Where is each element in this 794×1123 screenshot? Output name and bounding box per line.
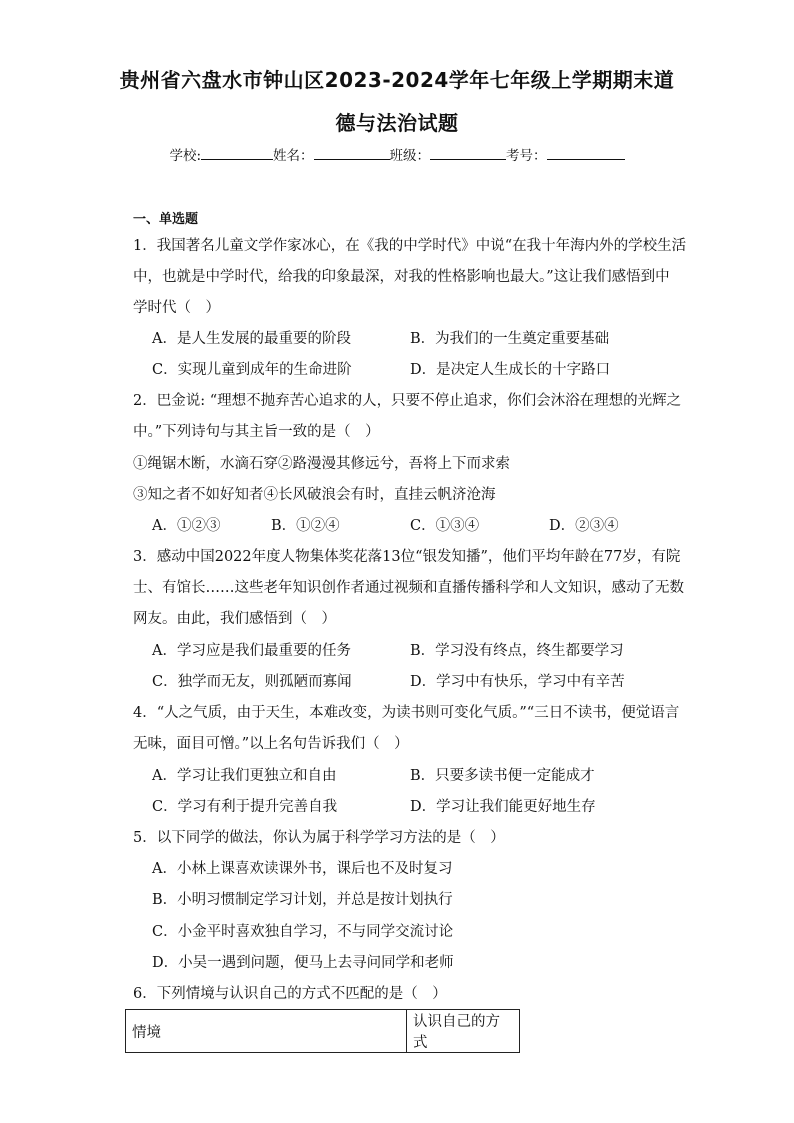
q1-option-d[interactable]: D．是决定人生成长的十字路口 [410, 362, 611, 378]
q3-option-b[interactable]: B．学习没有终点，终生都要学习 [410, 643, 624, 659]
q1-option-b[interactable]: B．为我们的一生奠定重要基础 [410, 331, 610, 347]
q1-option-a[interactable]: A．是人生发展的最重要的阶段 [152, 331, 351, 347]
q3-line-3: 网友。由此，我们感悟到（ ） [133, 611, 336, 627]
class-blank[interactable] [430, 145, 506, 160]
page-title-line1: 贵州省六盘水市钟山区2023-2024学年七年级上学期期末道 [119, 68, 675, 92]
q4-option-d[interactable]: D．学习让我们能更好地生存 [410, 799, 596, 815]
q4-option-c[interactable]: C．学习有利于提升完善自我 [152, 799, 338, 815]
q3-option-a[interactable]: A．学习应是我们最重要的任务 [152, 643, 351, 659]
q2-line-4: ③知之者不如好知者④长风破浪会有时，直挂云帆济沧海 [133, 487, 496, 503]
q5-option-b[interactable]: B．小明习惯制定学习计划，并总是按计划执行 [152, 892, 453, 908]
q2-option-d[interactable]: D．②③④ [549, 518, 619, 534]
q6-line-1: 6．下列情境与认识自己的方式不匹配的是（ ） [133, 986, 447, 1002]
q5-option-a[interactable]: A．小林上课喜欢读课外书，课后也不及时复习 [152, 861, 453, 877]
q5-line-1: 5．以下同学的做法，你认为属于科学学习方法的是（ ） [133, 830, 505, 846]
student-info-row [0, 144, 794, 164]
q6-table [125, 1009, 520, 1053]
q4-line-2: 无味，面目可憎。”以上名句告诉我们（ ） [133, 736, 409, 752]
q4-line-1: 4．“人之气质，由于天生，本难改变，为读书则可变化气质。”“三日不读书，便觉语言 [133, 705, 680, 721]
page-title-line2: 德与法治试题 [335, 111, 459, 135]
q2-option-c[interactable]: C．①③④ [410, 518, 480, 534]
q2-line-3: ①绳锯木断，水滴石穿②路漫漫其修远兮，吾将上下而求索 [133, 456, 510, 472]
name-blank[interactable] [314, 145, 390, 160]
school-label: 学校: [169, 148, 202, 164]
q2-option-b[interactable]: B．①②④ [271, 518, 340, 534]
class-label: 班级： [389, 148, 431, 164]
section-heading: 一、单选题 [133, 212, 199, 227]
exam-number-blank[interactable] [547, 145, 625, 160]
school-blank[interactable] [201, 145, 273, 160]
q5-option-d[interactable]: D．小吴一遇到问题，便马上去寻问同学和老师 [152, 955, 454, 971]
table-header-situation: 情境 [126, 1010, 407, 1053]
exam-number-label: 考号： [506, 148, 547, 164]
q2-option-a[interactable]: A．①②③ [152, 518, 221, 534]
q4-option-b[interactable]: B．只要多读书便一定能成才 [410, 768, 595, 784]
q2-line-1: 2．巴金说: “理想不抛弃苦心追求的人，只要不停止追求，你们会沐浴在理想的光辉之 [133, 393, 682, 409]
q1-line-1: 1．我国著名儿童文学作家冰心，在《我的中学时代》中说“在我十年海内外的学校生活 [133, 238, 687, 254]
name-label: 姓名： [273, 148, 314, 164]
q5-option-c[interactable]: C．小金平时喜欢独自学习，不与同学交流讨论 [152, 924, 454, 940]
q1-option-c[interactable]: C．实现儿童到成年的生命进阶 [152, 362, 352, 378]
table-header-method: 认识自己的方式 [407, 1010, 520, 1053]
q3-option-d[interactable]: D．学习中有快乐，学习中有辛苦 [410, 674, 625, 690]
q2-line-2: 中。”下列诗句与其主旨一致的是（ ） [133, 424, 380, 440]
table-header-row [126, 1010, 520, 1053]
q3-line-1: 3．感动中国2022年度人物集体奖花落13位“银发知播”，他们平均年龄在77岁，有院 [133, 549, 681, 565]
q1-line-3: 学时代（ ） [133, 300, 220, 316]
q3-option-c[interactable]: C．独学而无友，则孤陋而寡闻 [152, 674, 352, 690]
q1-line-2: 中，也就是中学时代，给我的印象最深，对我的性格影响也最大。”这让我们感悟到中 [133, 269, 670, 285]
q3-line-2: 士、有馆长……这些老年知识创作者通过视频和直播传播科学和人文知识，感动了无数 [133, 580, 684, 596]
q4-option-a[interactable]: A．学习让我们更独立和自由 [152, 768, 337, 784]
